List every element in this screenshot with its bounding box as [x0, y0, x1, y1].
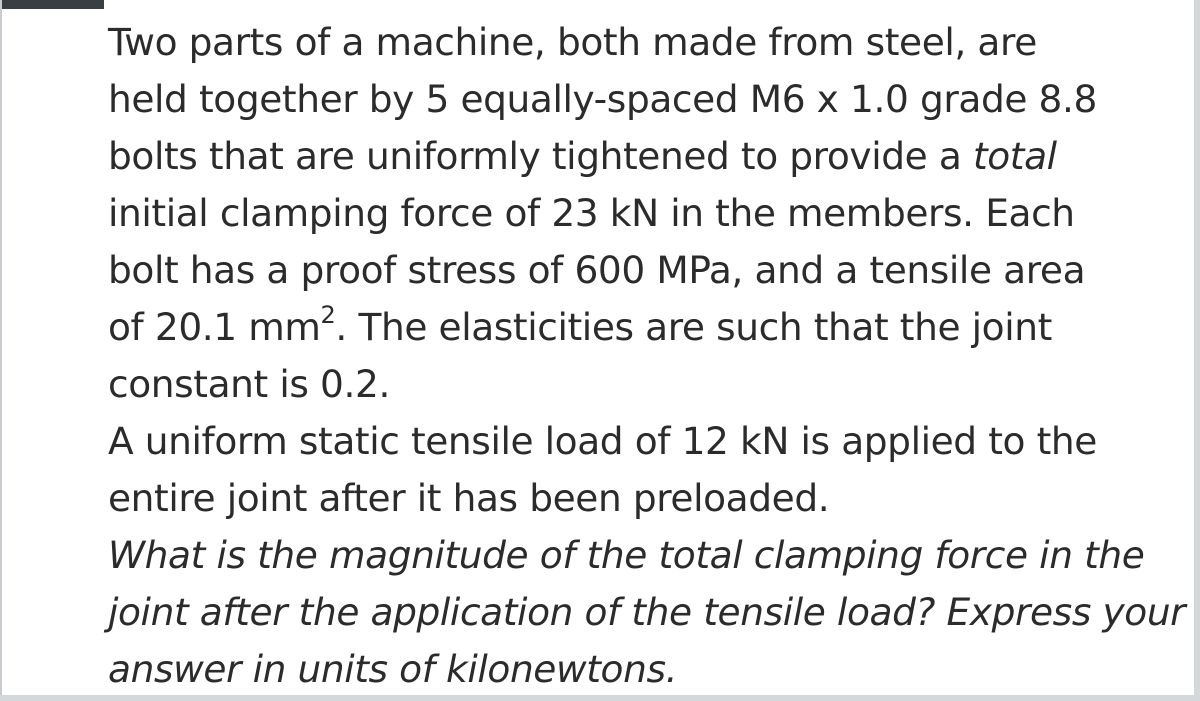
question-line-1: What is the magnitude of the total clamping force in the — [108, 533, 1145, 577]
question-line-3: answer in units of kilonewtons. — [108, 647, 678, 691]
superscript-2: 2 — [320, 300, 336, 329]
problem-line-5: bolt has a proof stress of 600 MPa, and a tensile area — [108, 248, 1086, 292]
right-border — [1194, 0, 1200, 701]
emphasis-total: total — [972, 134, 1057, 178]
problem-line-3 — [108, 128, 1188, 185]
left-border — [0, 0, 2, 701]
problem-line-6 — [108, 299, 1188, 356]
problem-line-1: Two parts of a machine, both made from steel, are — [108, 20, 1037, 64]
question-line-2: joint after the application of the tensile load? Express your — [108, 590, 1186, 634]
load-line-1: A uniform static tensile load of 12 kN is applied to the — [108, 419, 1097, 463]
problem-line-6-text: of 20.1 mm — [108, 305, 321, 349]
top-tab-bar — [0, 0, 104, 9]
problem-line-3-text: bolts that are uniformly tightened to provide a — [108, 134, 973, 178]
problem-line-2: held together by 5 equally-spaced M6 x 1.0 grade 8.8 — [108, 77, 1097, 121]
load-line-2: entire joint after it has been preloaded. — [108, 476, 830, 520]
problem-line-7: constant is 0.2. — [108, 362, 390, 406]
problem-text — [108, 14, 1188, 698]
problem-line-6-rest: . The elasticities are such that the joint — [335, 305, 1052, 349]
problem-line-4: initial clamping force of 23 kN in the members. Each — [108, 191, 1075, 235]
